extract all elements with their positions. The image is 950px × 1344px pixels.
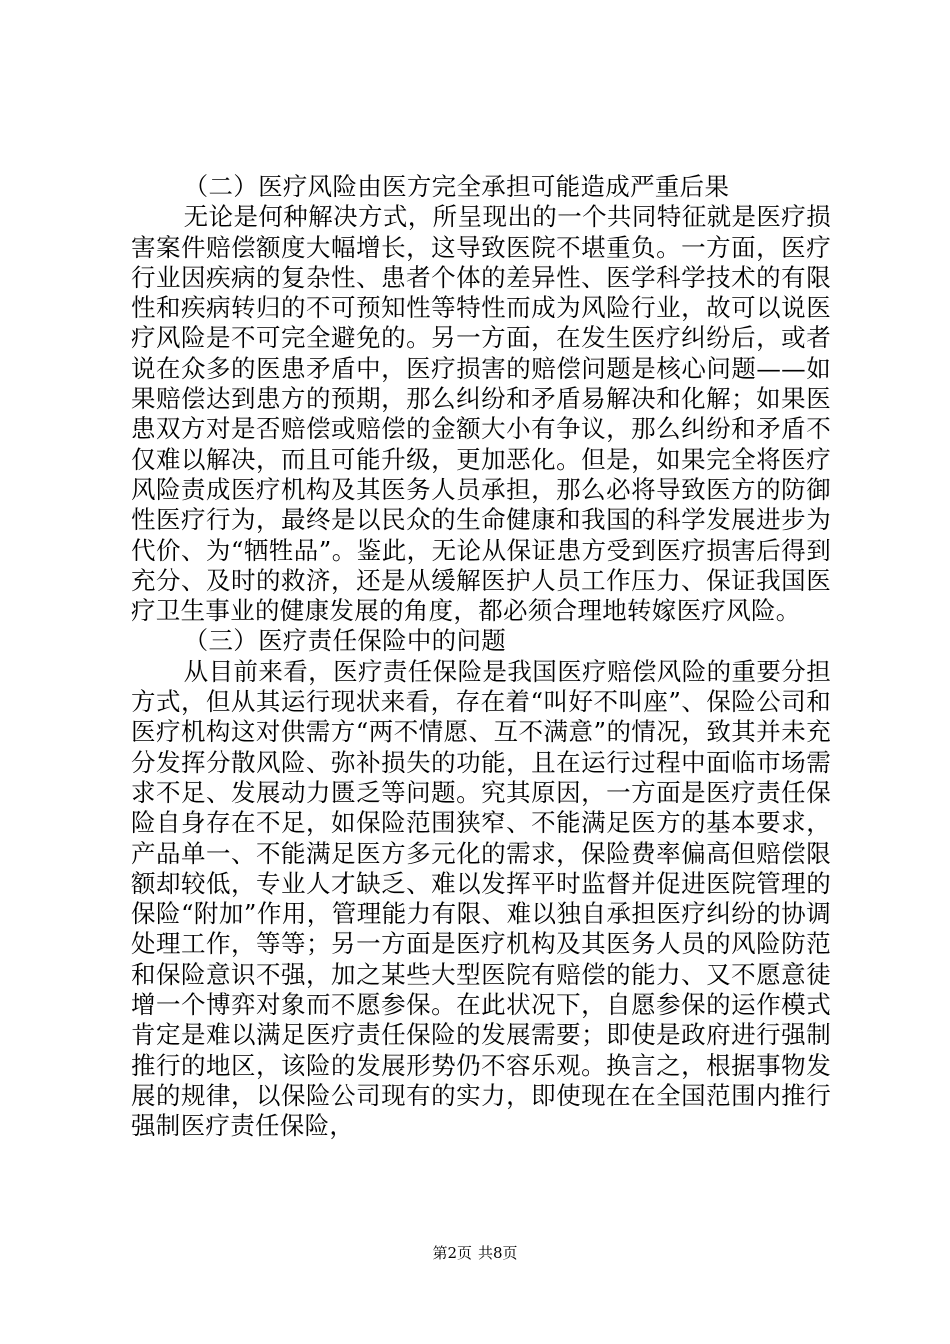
section-heading: （三）医疗责任保险中的问题	[183, 626, 507, 656]
section-paragraph: 从目前来看，医疗责任保险是我国医疗赔偿风险的重要分担方式，但从其运行现状来看，存在着“叫好不叫座”、保险公司和医疗机构这对供需方“两不情愿、互不满意”的情况，致其并未充分发挥分散风险、弥补损失的功能，且在运行过程中面临市场需求不足、发展动力匮乏等问题。究其原因，一方面是医疗责任保险自身存在不足，如保险范围狭窄、不能满足医方的基本要求，产品单一、不能满足医方多元化的需求，保险费率偏高但赔偿限额却较低，专业人才缺乏、难以发挥平时监督并促进医院管理的保险“附加”作用，管理能力有限、难以独自承担医疗纠纷的协调处理工作，等等；另一方面是医疗机构及其医务人员的风险防范和保险意识不强，加之某些大型医院有赔偿的能力、又不愿意徒增一个博弈对象而不愿参保。在此状况下，自愿参保的运作模式肯定是难以满足医疗责任保险的发展需要；即使是政府进行强制推行的地区，该险的发展形势仍不容乐观。换言之，根据事物发展的规律，以保险公司现有的实力，即使现在在全国范围内推行强制医疗责任保险，	[131, 656, 831, 1141]
section-paragraph: 无论是何种解决方式，所呈现出的一个共同特征就是医疗损害案件赔偿额度大幅增长，这导致医院不堪重负。一方面，医疗行业因疾病的复杂性、患者个体的差异性、医学科学技术的有限性和疾病转归的不可预知性等特性而成为风险行业，故可以说医疗风险是不可完全避免的。另一方面，在发生医疗纠纷后，或者说在众多的医患矛盾中，医疗损害的赔偿问题是核心问题——如果赔偿达到患方的预期，那么纠纷和矛盾易解决和化解；如果医患双方对是否赔偿或赔偿的金额大小有争议，那么纠纷和矛盾不仅难以解决，而且可能升级，更加恶化。但是，如果完全将医疗风险责成医疗机构及其医务人员承担，那么必将导致医方的防御性医疗行为，最终是以民众的生命健康和我国的科学发展进步为代价、为“牺牲品”。鉴此，无论从保证患方受到医疗损害后得到充分、及时的救济，还是从缓解医护人员工作压力、保证我国医疗卫生事业的健康发展的角度，都必须合理地转嫁医疗风险。	[131, 202, 831, 626]
document-body	[131, 172, 831, 1142]
page-footer	[0, 1243, 950, 1263]
section-heading: （二）医疗风险由医方完全承担可能造成严重后果	[183, 172, 730, 201]
page-number: 第2页	[432, 1244, 472, 1262]
page-total: 共8页	[478, 1244, 518, 1262]
